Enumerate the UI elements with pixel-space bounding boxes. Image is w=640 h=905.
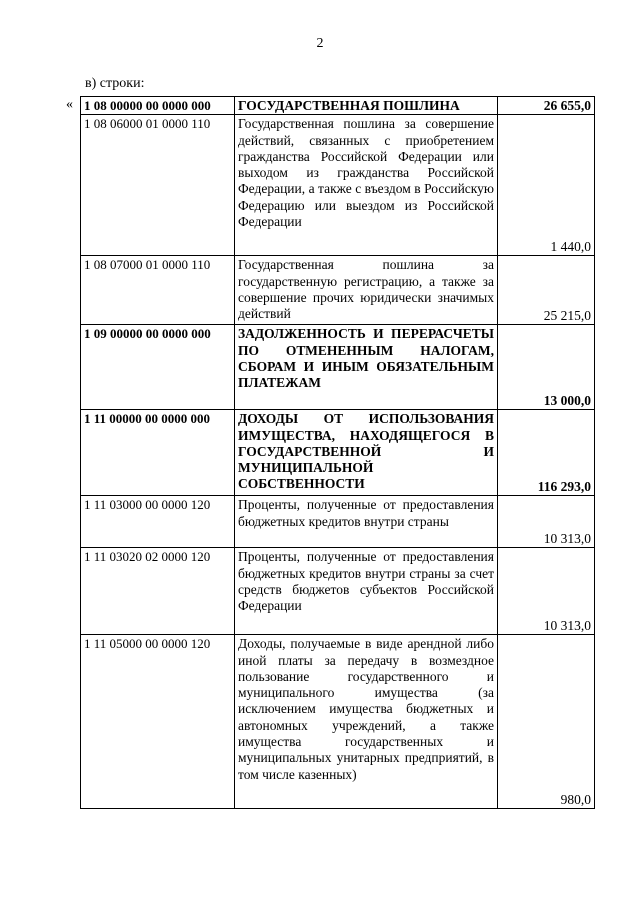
row-name: ГОСУДАРСТВЕННАЯ ПОШЛИНА: [235, 97, 498, 115]
row-amount: 116 293,0: [498, 410, 595, 496]
row-code: 1 08 07000 01 0000 110: [81, 256, 235, 325]
page-number: 2: [316, 36, 324, 51]
row-amount: 1 440,0: [498, 115, 595, 256]
row-amount: 980,0: [498, 635, 595, 809]
row-amount: 25 215,0: [498, 256, 595, 325]
opening-quote: «: [66, 97, 73, 112]
row-name: Доходы, получаемые в виде арендной либо иной платы за передачу в возмездное пользование государственного и муниципального имущества (за исключением имущества бюджетных и автономных учреждений, а также имущества государственных и муниципальных унитарных предприятий, в том числе казенных): [235, 635, 498, 809]
table-row: [81, 410, 595, 496]
table-row: [81, 256, 595, 325]
row-code: 1 08 00000 00 0000 000: [81, 97, 235, 115]
row-name: Государственная пошлина за совершение действий, связанных с приобретением гражданства Российской Федерации или выходом из гражданства Российской Федерации, а также с въездом в Российскую Федерацию или выездом из Российской Федерации: [235, 115, 498, 256]
row-name: ЗАДОЛЖЕННОСТЬ И ПЕРЕРАСЧЕТЫ ПО ОТМЕНЕННЫМ НАЛОГАМ, СБОРАМ И ИНЫМ ОБЯЗАТЕЛЬНЫМ ПЛАТЕЖАМ: [235, 325, 498, 410]
row-code: 1 11 00000 00 0000 000: [81, 410, 235, 496]
table-row: [81, 97, 595, 115]
row-name: Государственная пошлина за государственную регистрацию, а также за совершение прочих юридически значимых действий: [235, 256, 498, 325]
table-row: [81, 115, 595, 256]
row-code: 1 11 03000 00 0000 120: [81, 496, 235, 548]
budget-table: [80, 96, 595, 809]
table-row: [81, 635, 595, 809]
table-row: [81, 548, 595, 635]
row-code: 1 11 05000 00 0000 120: [81, 635, 235, 809]
row-amount: 10 313,0: [498, 496, 595, 548]
table-row: [81, 496, 595, 548]
section-intro: в) строки:: [85, 76, 145, 91]
row-name: Проценты, полученные от предоставления бюджетных кредитов внутри страны: [235, 496, 498, 548]
row-name: ДОХОДЫ ОТ ИСПОЛЬЗОВАНИЯ ИМУЩЕСТВА, НАХОДЯЩЕГОСЯ В ГОСУДАРСТВЕННОЙ И МУНИЦИПАЛЬНОЙ СОБСТВЕННОСТИ: [235, 410, 498, 496]
table-row: [81, 325, 595, 410]
row-code: 1 09 00000 00 0000 000: [81, 325, 235, 410]
row-amount: 10 313,0: [498, 548, 595, 635]
row-code: 1 08 06000 01 0000 110: [81, 115, 235, 256]
row-amount: 13 000,0: [498, 325, 595, 410]
row-name: Проценты, полученные от предоставления бюджетных кредитов внутри страны за счет средств бюджетов субъектов Российской Федерации: [235, 548, 498, 635]
row-amount: 26 655,0: [498, 97, 595, 115]
row-code: 1 11 03020 02 0000 120: [81, 548, 235, 635]
